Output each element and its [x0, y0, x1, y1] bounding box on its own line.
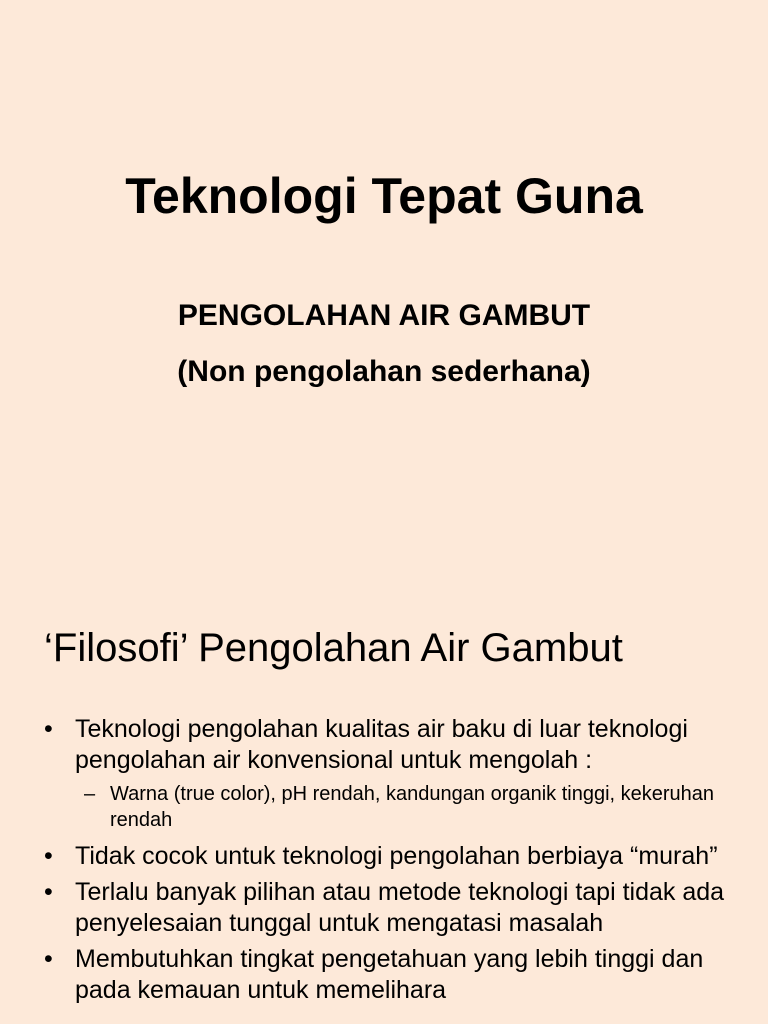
bullet-item: [0, 714, 768, 776]
bullet-marker: •: [44, 842, 53, 870]
bullet-item: [0, 877, 768, 939]
bullet-list: [0, 714, 768, 1011]
bullet-marker: •: [44, 715, 53, 743]
sub-bullet-text: Warna (true color), pH rendah, kandungan organik tinggi, kekeruhan rendah: [110, 783, 715, 831]
content-slide: [0, 576, 768, 1024]
slide-subtitle-line-1: PENGOLAHAN AIR GAMBUT: [177, 299, 591, 332]
sub-bullet-marker: –: [84, 783, 96, 805]
bullet-item: [0, 944, 768, 1006]
bullet-marker: •: [44, 878, 53, 906]
bullet-text: Membutuhkan tingkat pengetahuan yang lebih tinggi dan pada kemauan untuk memelihara: [75, 945, 704, 1004]
bullet-item: [0, 841, 768, 872]
content-slide-title: ‘Filosofi’ Pengolahan Air Gambut: [44, 626, 623, 670]
slide-title: Teknologi Tepat Guna: [125, 168, 643, 224]
bullet-text: Teknologi pengolahan kualitas air baku di luar teknologi pengolahan air konvensional untuk mengolah :: [75, 715, 688, 774]
slide-subtitle-line-2: (Non pengolahan sederhana): [177, 355, 591, 388]
bullet-text: Terlalu banyak pilihan atau metode teknologi tapi tidak ada penyelesaian tunggal untuk mengatasi masalah: [75, 878, 725, 937]
bullet-marker: •: [44, 945, 53, 973]
bullet-text: Tidak cocok untuk teknologi pengolahan berbiaya “murah”: [75, 842, 718, 870]
sub-bullet-item: [0, 781, 768, 833]
